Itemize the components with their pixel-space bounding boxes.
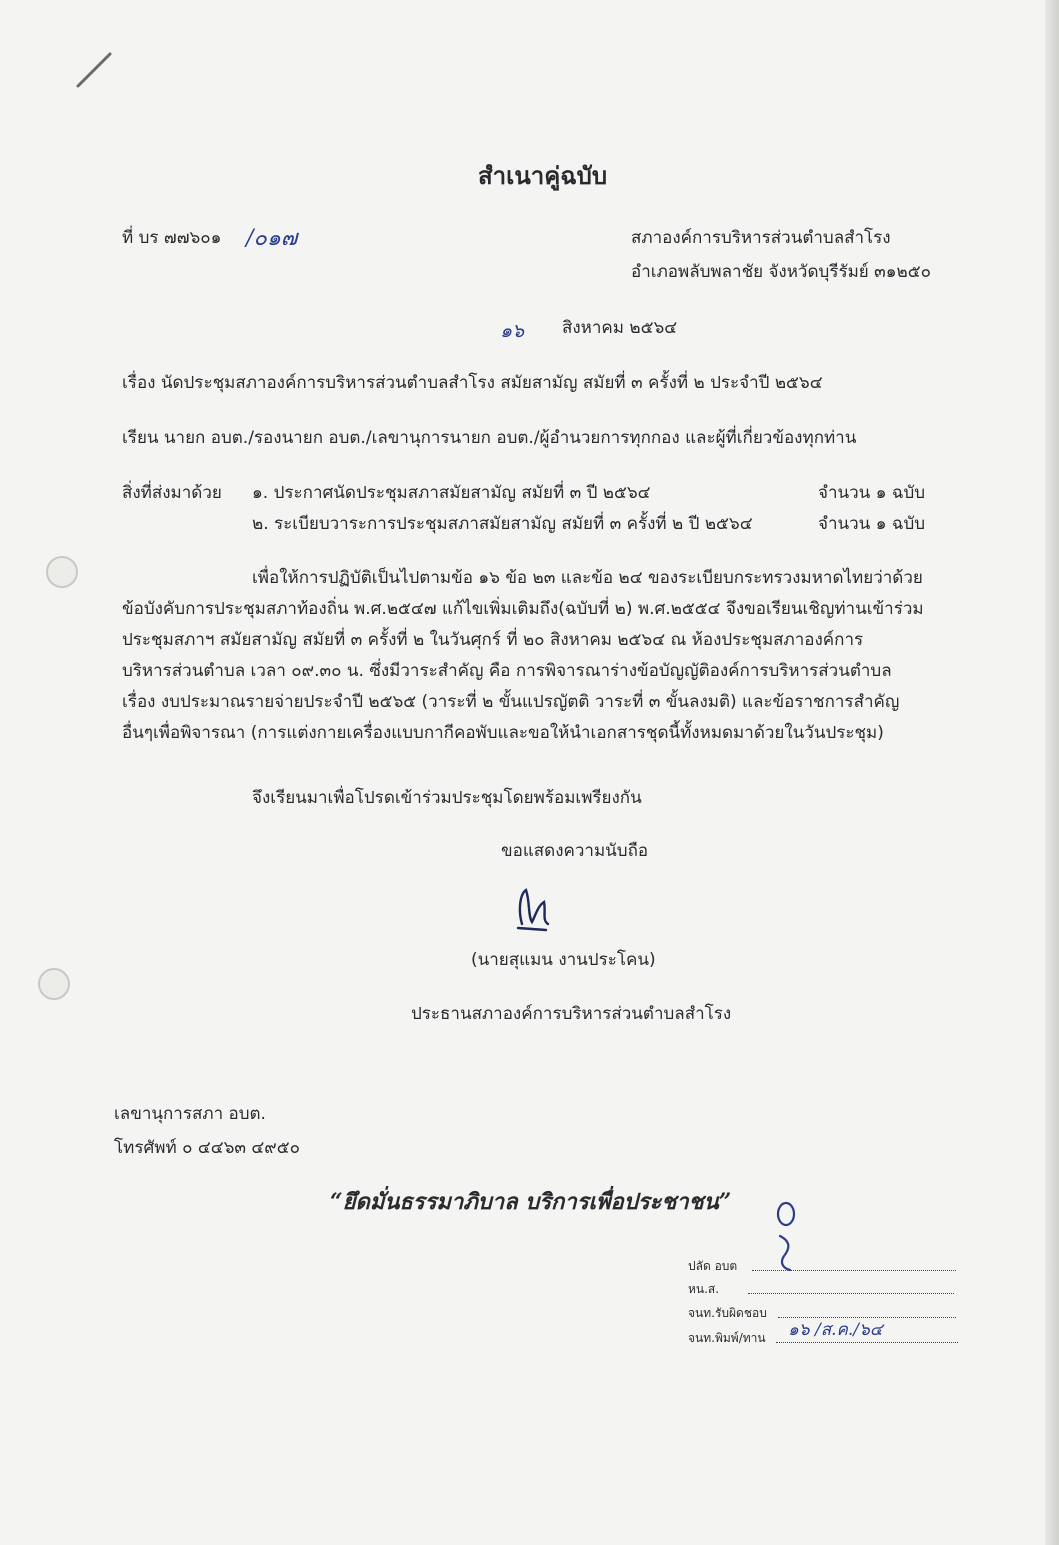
- signer-name: (นายสุแมน งานประโคน): [471, 950, 656, 970]
- paper-edge: [1045, 0, 1059, 1545]
- handwritten-reference-number: /๐๑๗: [246, 226, 298, 251]
- signer-title: ประธานสภาองค์การบริหารส่วนตำบลสำโรง: [411, 1004, 732, 1024]
- routing-dotted-line: [748, 1293, 954, 1294]
- routing-initials: [772, 1196, 812, 1296]
- handwritten-date-day: ๑๖: [500, 320, 525, 342]
- enclosure-quantity: จำนวน ๑ ฉบับ: [818, 514, 926, 534]
- organization-name: สภาองค์การบริหารส่วนตำบลสำโรง: [631, 228, 891, 248]
- salutation-line: เรียน นายก อบต./รองนายก อบต./เลขานุการนายก อบต./ผู้อำนวยการทุกกอง และผู้ที่เกี่ยวข้องทุกท่าน: [122, 428, 857, 448]
- reference-prefix: ที่ บร ๗๗๖๐๑: [122, 228, 222, 248]
- body-line: ประชุมสภาฯ สมัยสามัญ สมัยที่ ๓ ครั้งที่ ๒ ในวันศุกร์ ที่ ๒๐ สิงหาคม ๒๕๖๔ ณ ห้องประชุมสภาองค์การ: [122, 630, 864, 650]
- body-line: เพื่อให้การปฏิบัติเป็นไปตามข้อ ๑๖ ข้อ ๒๓ และข้อ ๒๔ ของระเบียบกระทรวงมหาดไทยว่าด้วย: [252, 568, 923, 588]
- pen-mark: [70, 48, 114, 92]
- contact-phone: โทรศัพท์ ๐ ๔๔๖๓ ๔๙๕๐: [114, 1138, 300, 1158]
- enclosure-item: ๒. ระเบียบวาระการประชุมสภาสมัยสามัญ สมัยที่ ๓ ครั้งที่ ๒ ปี ๒๕๖๔: [252, 514, 753, 534]
- document-date: สิงหาคม ๒๕๖๔: [562, 318, 678, 338]
- routing-label: จนท.รับผิดชอบ: [688, 1306, 767, 1320]
- routing-label: ปลัด อบต: [688, 1259, 738, 1273]
- punch-hole: [46, 556, 78, 588]
- body-line: ข้อบังคับการประชุมสภาท้องถิ่น พ.ศ.๒๕๔๗ แก้ไขเพิ่มเติมถึง(ฉบับที่ ๒) พ.ศ.๒๕๕๔ จึงขอเรียนเชิญท่านเข้าร่วม: [122, 599, 924, 619]
- enclosure-item: ๑. ประกาศนัดประชุมสภาสมัยสามัญ สมัยที่ ๓ ปี ๒๕๖๔: [252, 483, 651, 503]
- signature: [508, 884, 554, 934]
- closing-request: จึงเรียนมาเพื่อโปรดเข้าร่วมประชุมโดยพร้อมเพรียงกัน: [252, 788, 642, 808]
- copy-header-title: สำเนาคู่ฉบับ: [478, 162, 608, 190]
- punch-hole: [38, 968, 70, 1000]
- closing-phrase: ขอแสดงความนับถือ: [501, 841, 649, 861]
- body-line: อื่นๆเพื่อพิจารณา (การแต่งกายเครื่องแบบกากีคอพับและขอให้นำเอกสารชุดนี้ทั้งหมดมาด้วยในวันประชุม): [122, 723, 884, 743]
- subject-line: เรื่อง นัดประชุมสภาองค์การบริหารส่วนตำบลสำโรง สมัยสามัญ สมัยที่ ๓ ครั้งที่ ๒ ประจำปี ๒๕๖๔: [122, 373, 823, 393]
- enclosures-label: สิ่งที่ส่งมาด้วย: [122, 483, 222, 503]
- routing-label: จนท.พิมพ์/ทาน: [688, 1331, 766, 1345]
- body-line: เรื่อง งบประมาณรายจ่ายประจำปี ๒๕๖๕ (วาระที่ ๒ ขั้นแปรญัตติ วาระที่ ๓ ขั้นลงมติ) และข้อราชการสำคัญ: [122, 692, 900, 712]
- body-line: บริหารส่วนตำบล เวลา ๐๙.๓๐ น. ซึ่งมีวาระสำคัญ คือ การพิจารณาร่างข้อบัญญัติองค์การบริหารส่วนตำบล: [122, 661, 892, 681]
- enclosure-quantity: จำนวน ๑ ฉบับ: [818, 483, 926, 503]
- routing-label: หน.ส.: [688, 1282, 720, 1296]
- handwritten-routing-entry: ๑๖ /ส.ค./๖๔: [788, 1320, 883, 1340]
- contact-office: เลขานุการสภา อบต.: [114, 1104, 266, 1124]
- body-paragraph: [122, 563, 924, 749]
- motto: “ยึดมั่นธรรมาภิบาล บริการเพื่อประชาชน”: [330, 1189, 732, 1215]
- organization-address: อำเภอพลับพลาชัย จังหวัดบุรีรัมย์ ๓๑๒๕๐: [631, 262, 932, 282]
- routing-dotted-line: [752, 1270, 956, 1271]
